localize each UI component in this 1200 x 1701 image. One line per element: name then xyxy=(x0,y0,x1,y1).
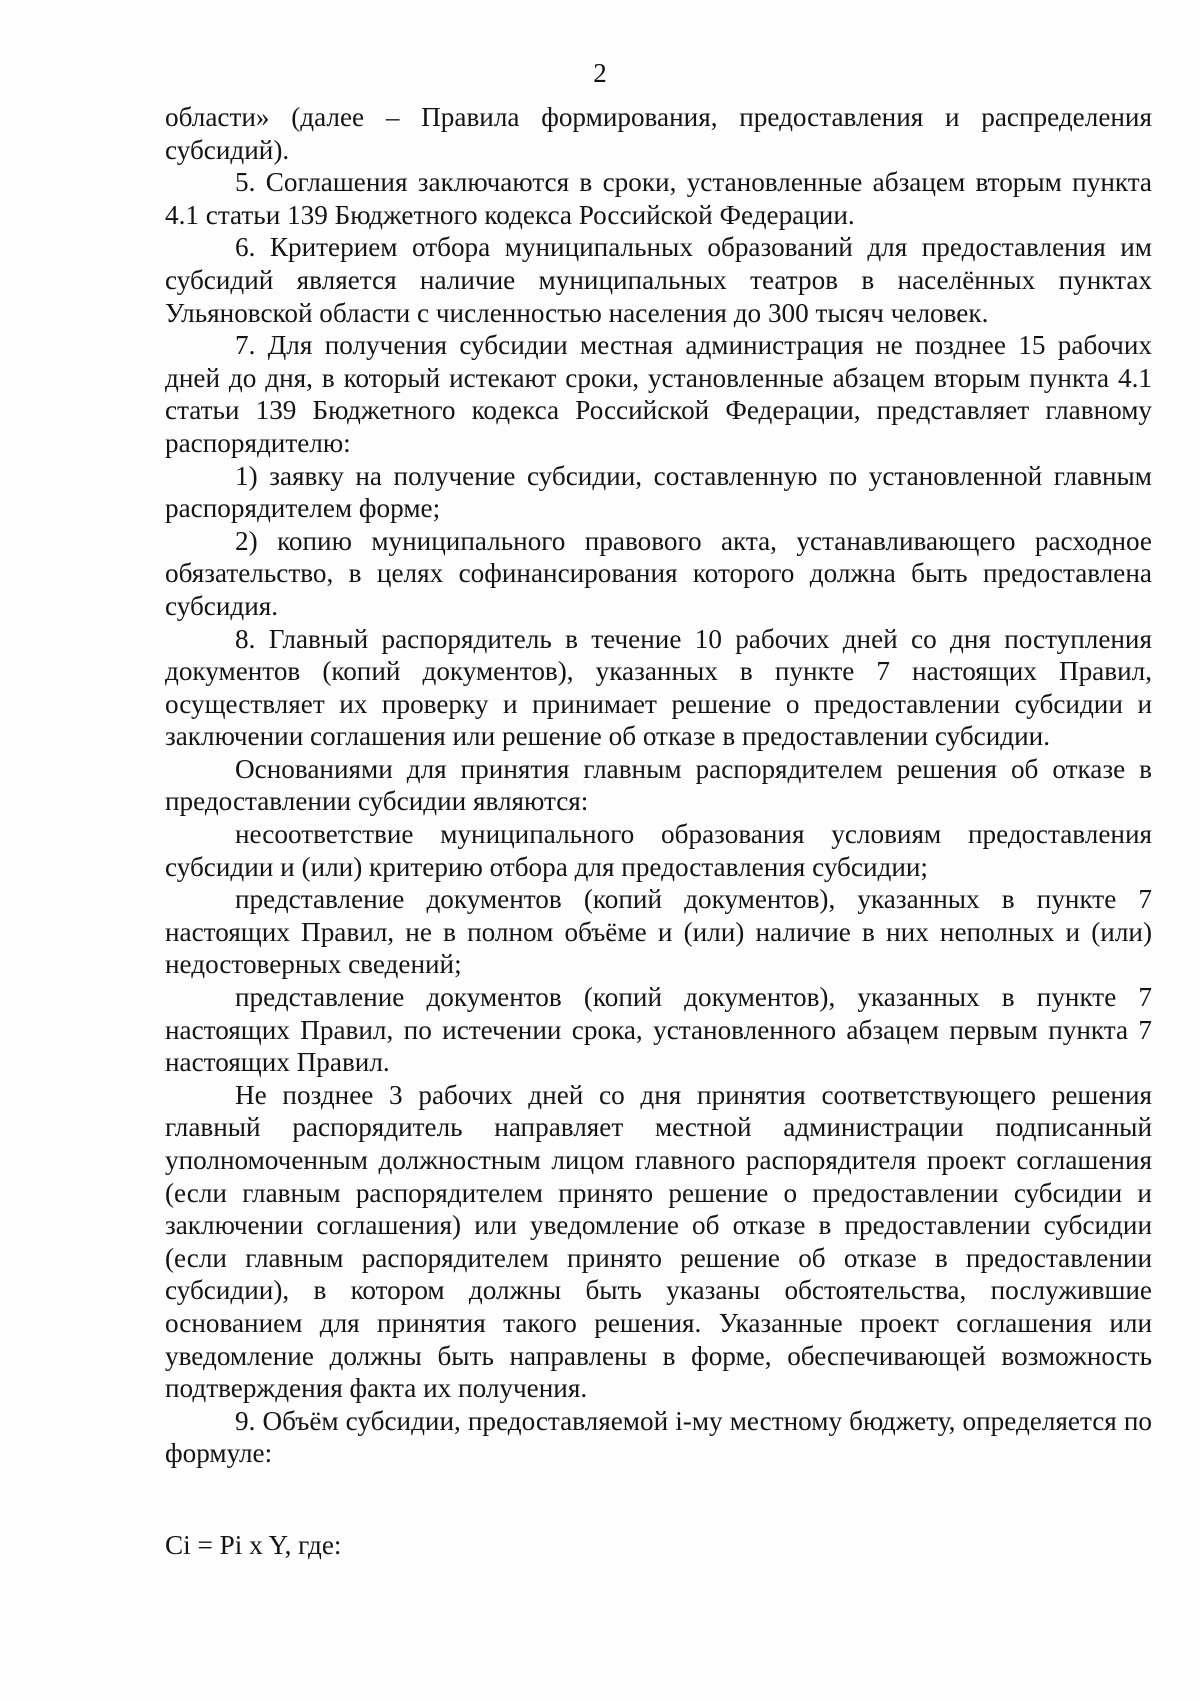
paragraph-subitem-2: 2) копию муниципального правового акта, устанавливающего расходное обязательство, в целях софинансирования которого должна быть предоставлена субсидия. xyxy=(165,525,1152,621)
paragraph-continuation: области» (далее – Правила формирования, предоставления и распределения субсидий). xyxy=(165,102,1152,165)
paragraph-ground-2: представление документов (копий документов), указанных в пункте 7 настоящих Правил, не в полном объёме и (или) наличие в них неполных и (или) недостоверных сведений; xyxy=(165,884,1152,980)
paragraph-item-7: 7. Для получения субсидии местная администрация не позднее 15 рабочих дней до дня, в который истекают сроки, установленные абзацем вторым пункта 4.1 статьи 139 Бюджетного кодекса Российской Федерации, представляет главному распорядителю: xyxy=(165,330,1152,458)
paragraph-item-6: 6. Критерием отбора муниципальных образований для предоставления им субсидий является наличие муниципальных театров в населённых пунктах Ульяновской области с численностью населения до 300 тысяч человек. xyxy=(165,232,1152,328)
paragraph-refusal-grounds: Основаниями для принятия главным распорядителем решения об отказе в предоставлении субсидии являются: xyxy=(165,753,1152,817)
paragraph-item-5: 5. Соглашения заключаются в сроки, установленные абзацем вторым пункта 4.1 статьи 139 Бюджетного кодекса Российской Федерации. xyxy=(165,167,1152,230)
formula: Ci = Pi x Y, где: xyxy=(165,1529,342,1560)
paragraph-subitem-1: 1) заявку на получение субсидии, составленную по установленной главным распорядителем форме; xyxy=(165,460,1152,524)
paragraph-item-9: 9. Объём субсидии, предоставляемой i-му местному бюджету, определяется по формуле: xyxy=(165,1405,1152,1469)
paragraph-item-8: 8. Главный распорядитель в течение 10 рабочих дней со дня поступления документов (копий документов), указанных в пункте 7 настоящих Правил, осуществляет их проверку и принимает решение о предоставлении субсидии и заключении соглашения или решение об отказе в предоставлении субсидии. xyxy=(165,623,1152,752)
paragraph-notification: Не позднее 3 рабочих дней со дня принятия соответствующего решения главный распорядитель направляет местной администрации подписанный уполномоченным должностным лицом главного распорядителя проект соглашения (если главным распорядителем принято решение о предоставлении субсидии и заключении соглашения) или уведомление об отказе в предоставлении субсидии (если главным распорядителем принято решение об отказе в предоставлении субсидии), в котором должны быть указаны обстоятельства, послужившие основанием для принятия такого решения. Указанные проект соглашения или уведомление должны быть направлены в форме, обеспечивающей возможность подтверждения факта их получения. xyxy=(165,1079,1152,1404)
page-number: 2 xyxy=(593,58,607,88)
document-body xyxy=(165,101,1152,1562)
paragraph-ground-3: представление документов (копий документов), указанных в пункте 7 настоящих Правил, по истечении срока, установленного абзацем первым пункта 7 настоящих Правил. xyxy=(165,982,1152,1078)
paragraph-ground-1: несоответствие муниципального образования условиям предоставления субсидии и (или) критерию отбора для предоставления субсидии; xyxy=(165,819,1152,882)
